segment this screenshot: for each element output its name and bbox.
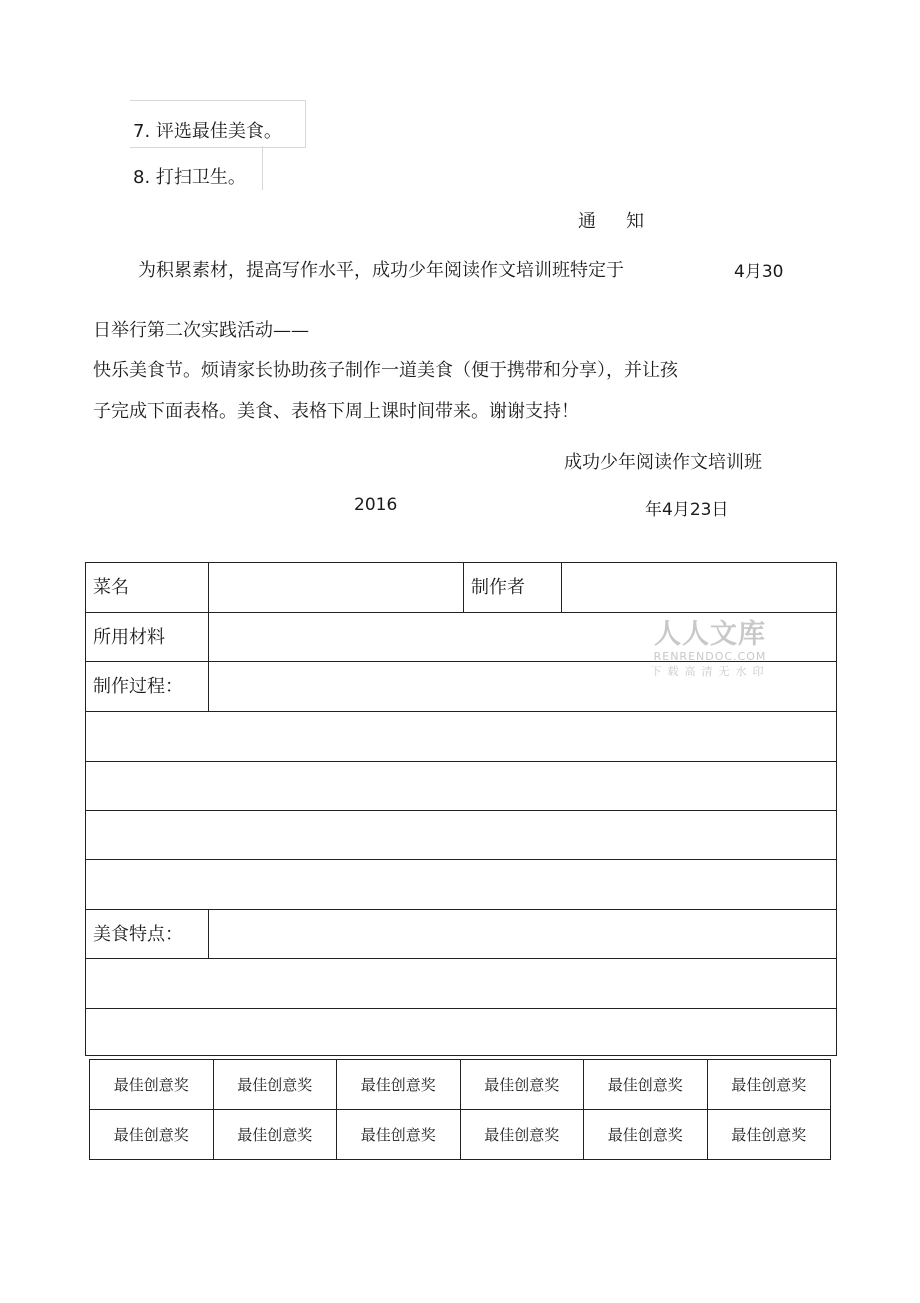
process-line-4[interactable] — [86, 859, 836, 909]
watermark-tagline: 下载高清无水印 — [650, 665, 770, 678]
features-field[interactable] — [208, 910, 836, 958]
awards-row — [90, 1110, 831, 1160]
award-cell: 最佳创意奖 — [707, 1060, 831, 1110]
features-label: 美食特点： — [93, 924, 183, 945]
award-cell: 最佳创意奖 — [707, 1110, 831, 1160]
award-cell: 最佳创意奖 — [90, 1060, 214, 1110]
notice-year: 2016 — [354, 495, 398, 515]
features-line-2[interactable] — [86, 1008, 836, 1056]
process-line-2[interactable] — [86, 761, 836, 810]
form-row-dish — [86, 563, 836, 612]
features-line-1[interactable] — [86, 958, 836, 1008]
notice-line4: 子完成下面表格。美食、表格下周上课时间带来。谢谢支持！ — [93, 401, 579, 422]
list-item-8: 8. 打扫卫生。 — [133, 167, 246, 188]
awards-table — [89, 1059, 831, 1160]
notice-line1-date: 4月30 — [734, 262, 784, 282]
notice-line1: 为积累素材，提高写作水平，成功少年阅读作文培训班特定于 — [138, 260, 624, 281]
award-cell: 最佳创意奖 — [460, 1110, 584, 1160]
award-cell: 最佳创意奖 — [213, 1060, 337, 1110]
process-line-3[interactable] — [86, 810, 836, 859]
process-label: 制作过程： — [93, 676, 183, 697]
materials-label: 所用材料 — [93, 627, 165, 648]
list-box-outline-2 — [262, 146, 263, 190]
maker-label: 制作者 — [463, 563, 561, 612]
award-cell: 最佳创意奖 — [460, 1060, 584, 1110]
notice-line3: 快乐美食节。烦请家长协助孩子制作一道美食（便于携带和分享），并让孩 — [93, 360, 678, 381]
award-cell: 最佳创意奖 — [90, 1110, 214, 1160]
list-item-7: 7. 评选最佳美食。 — [133, 121, 282, 142]
awards-row — [90, 1060, 831, 1110]
award-cell: 最佳创意奖 — [337, 1060, 461, 1110]
award-cell: 最佳创意奖 — [584, 1060, 708, 1110]
watermark — [648, 620, 772, 680]
watermark-domain: RENRENDOC.COM — [653, 650, 767, 663]
award-cell: 最佳创意奖 — [584, 1110, 708, 1160]
dish-name-label: 菜名 — [93, 577, 129, 598]
form-row-features — [86, 909, 836, 958]
notice-line2: 日举行第二次实践活动—— — [93, 320, 309, 341]
process-line-1[interactable] — [86, 711, 836, 761]
watermark-logo: 人人文库 — [654, 619, 766, 650]
maker-field[interactable] — [561, 563, 836, 612]
notice-title: 通 知 — [578, 211, 650, 232]
notice-signature: 成功少年阅读作文培训班 — [564, 452, 762, 473]
notice-date: 年4月23日 — [645, 500, 729, 520]
award-cell: 最佳创意奖 — [213, 1110, 337, 1160]
award-cell: 最佳创意奖 — [337, 1110, 461, 1160]
